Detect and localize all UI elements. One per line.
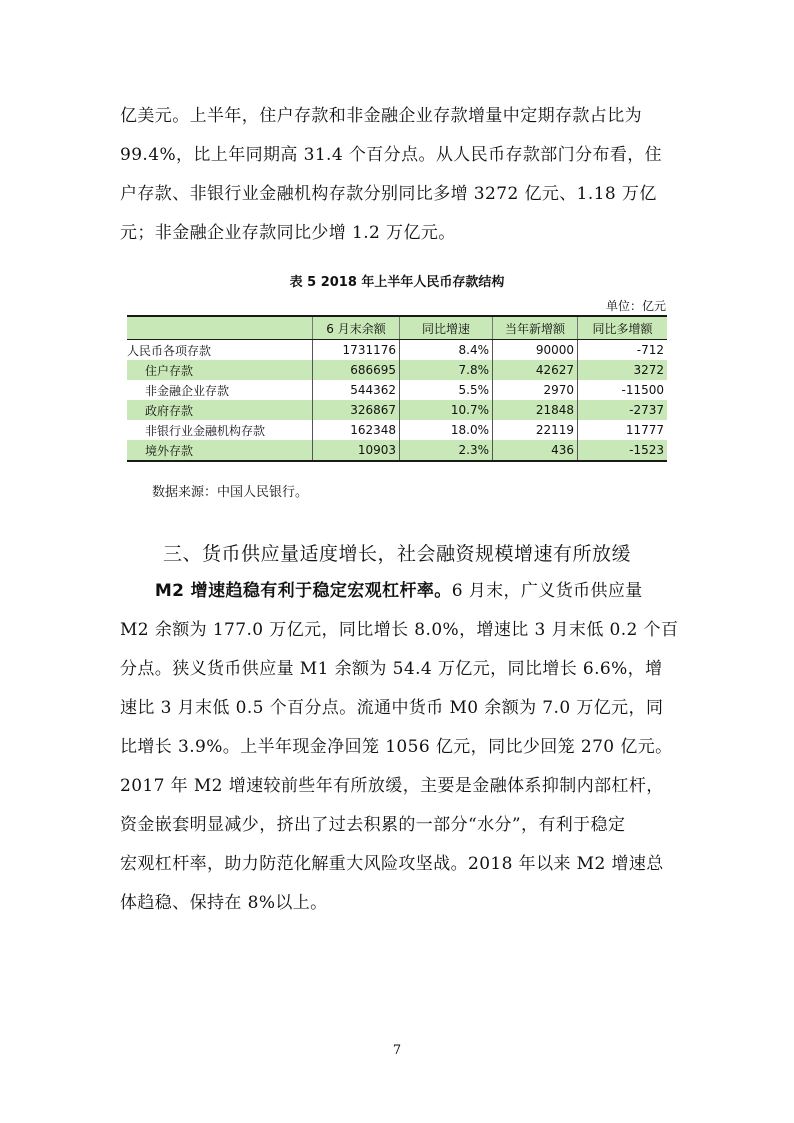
table-title: 表 5 2018 年上半年人民币存款结构: [289, 275, 505, 290]
growth-cell: 2.3%: [400, 440, 493, 461]
row-name: 非金融企业存款: [145, 383, 230, 398]
growth-cell: 18.0%: [400, 420, 493, 440]
lead-sentence: M2 增速趋稳有利于稳定宏观杠杆率。: [154, 581, 452, 601]
table-row: [127, 340, 667, 361]
growth-cell: 5.5%: [400, 380, 493, 400]
text-line: 99.4%，比上年同期高 31.4 个百分点。从人民币存款部门分布看，住: [120, 145, 663, 165]
text-line: 亿美元。上半年，住户存款和非金融企业存款增量中定期存款占比为: [120, 106, 642, 126]
table-row: [127, 420, 667, 440]
new-cell: 436: [493, 440, 578, 461]
new-cell: 21848: [493, 400, 578, 420]
more-cell: -712: [578, 340, 668, 361]
paragraph-m2: [120, 572, 679, 923]
new-cell: 42627: [493, 360, 578, 380]
text-line: 户存款、非银行业金融机构存款分别同比多增 3272 亿元、1.18 万亿: [120, 184, 657, 204]
table-row: [127, 380, 667, 400]
growth-cell: 10.7%: [400, 400, 493, 420]
table-header-row: [127, 316, 667, 340]
balance-cell: 686695: [313, 360, 400, 380]
growth-cell: 7.8%: [400, 360, 493, 380]
new-cell: 2970: [493, 380, 578, 400]
text-line: 分点。狭义货币供应量 M1 余额为 54.4 万亿元，同比增长 6.6%，增: [120, 659, 663, 679]
section-heading: 三、货币供应量适度增长，社会融资规模增速有所放缓: [162, 543, 631, 565]
balance-cell: 326867: [313, 400, 400, 420]
row-name: 住户存款: [127, 360, 313, 380]
table-row: [127, 360, 667, 380]
new-cell: 22119: [493, 420, 578, 440]
row-name: 人民币各项存款: [127, 343, 212, 358]
text-line: 比增长 3.9%。上半年现金净回笼 1056 亿元，同比少回笼 270 亿元。: [120, 737, 673, 757]
balance-cell: 1731176: [313, 340, 400, 361]
row-name: 境外存款: [127, 440, 313, 461]
page-number: 7: [392, 1043, 402, 1058]
text-line: 资金嵌套明显减少，挤出了过去积累的一部分“水分”，有利于稳定: [120, 815, 626, 835]
table-unit: 单位：亿元: [605, 299, 666, 313]
text-line: M2 余额为 177.0 万亿元，同比增长 8.0%，增速比 3 月末低 0.2 个百: [120, 620, 679, 640]
text-line: 元；非金融企业存款同比少增 1.2 万亿元。: [120, 223, 456, 243]
more-cell: 11777: [578, 420, 668, 440]
more-cell: -11500: [578, 380, 668, 400]
new-cell: 90000: [493, 340, 578, 361]
table-row: [127, 440, 667, 461]
row-name: 非银行业金融机构存款: [145, 423, 266, 438]
deposit-structure-table: [127, 315, 667, 462]
balance-cell: 10903: [313, 440, 400, 461]
row-name: 政府存款: [127, 400, 313, 420]
text-line: [120, 572, 675, 611]
balance-cell: 162348: [313, 420, 400, 440]
text-line: 速比 3 月末低 0.5 个百分点。流通中货币 M0 余额为 7.0 万亿元，同: [120, 698, 664, 718]
header-cell: 当年新增额: [493, 316, 578, 340]
header-cell: 同比多增额: [578, 316, 668, 340]
growth-cell: 8.4%: [400, 340, 493, 361]
table-row: [127, 400, 667, 420]
table-source-note: 数据来源：中国人民银行。: [152, 485, 309, 500]
header-cell: 同比增速: [400, 316, 493, 340]
text-line: 2017 年 M2 增速较前些年有所放缓，主要是金融体系抑制内部杠杆，: [120, 776, 664, 796]
text-line: 体趋稳、保持在 8%以上。: [120, 893, 328, 913]
paragraph-deposits: [120, 97, 675, 253]
text-fragment: 6 月末，广义货币供应量: [451, 581, 643, 601]
balance-cell: 544362: [313, 380, 400, 400]
header-cell: [127, 316, 313, 340]
more-cell: 3272: [578, 360, 668, 380]
more-cell: -1523: [578, 440, 668, 461]
header-cell: 6 月末余额: [313, 316, 400, 340]
more-cell: -2737: [578, 400, 668, 420]
text-line: 宏观杠杆率，助力防范化解重大风险攻坚战。2018 年以来 M2 增速总: [120, 854, 664, 874]
